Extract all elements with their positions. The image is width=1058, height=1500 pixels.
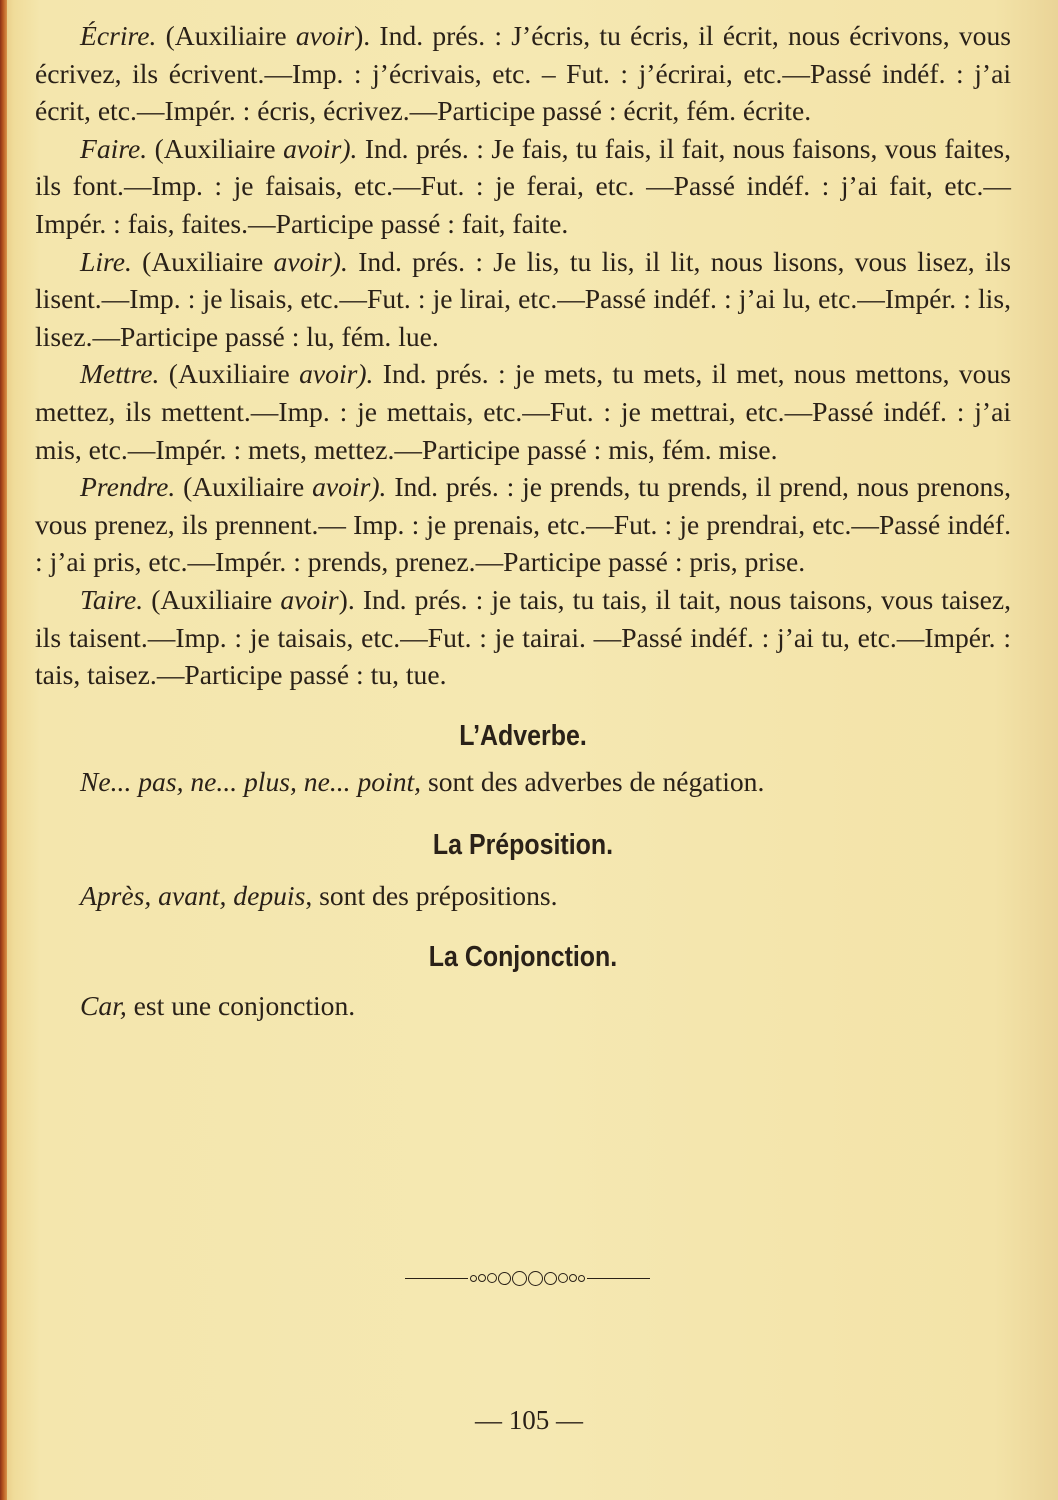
example-preposition: [35, 873, 1011, 919]
ornament-circle-icon: [528, 1271, 543, 1286]
verb-name: Lire.: [80, 245, 132, 277]
heading-adverbe: L’Adverbe.: [459, 719, 587, 752]
book-spine-edge: [0, 0, 7, 1500]
ornament-circle-icon: [470, 1275, 477, 1282]
verb-name: Prendre.: [80, 471, 176, 503]
conjugation-text: Ind. prés. : je mets, tu mets, il met, nous mettons, vous mettez, ils mettent.—Imp. : je mettais, etc.—Fut. : je mettrai, etc.—Passé indéf. : j’ai mis, etc.—Impér. : mets, mettez.—Participe passé : mis, fém. mise.: [35, 358, 1011, 465]
auxiliary-open: (Auxiliaire: [131, 245, 274, 277]
verb-name: Mettre.: [80, 358, 160, 390]
divider-circles: [468, 1271, 587, 1286]
conjugation-mettre: [35, 355, 1011, 468]
conjugation-text: Ind. prés. : Je fais, tu fais, il fait, nous faisons, vous faites, ils font.—Imp. : je faisais, etc.—Fut. : je ferai, etc. —Passé indéf. : j’ai fait, etc.—Impér. : fais, faites.—Participe passé : fait, faite.: [35, 132, 1011, 239]
heading-preposition: La Préposition.: [432, 828, 614, 861]
auxiliary-close: ).: [354, 20, 380, 51]
auxiliary-open: (Auxiliaire: [175, 471, 313, 503]
example-italic: Car,: [80, 989, 127, 1021]
divider-line-left: [405, 1278, 468, 1279]
ornament-circle-icon: [487, 1273, 497, 1283]
conjugation-lire: [35, 243, 1011, 356]
example-text: est une conjonction.: [126, 989, 356, 1021]
conjugation-faire: [35, 130, 1011, 243]
auxiliary-open: (Auxiliaire: [156, 20, 296, 51]
verb-name: Écrire.: [80, 20, 157, 51]
auxiliary-close: ).: [338, 583, 363, 615]
auxiliary-verb: avoir: [280, 583, 339, 615]
ornament-circle-icon: [544, 1272, 557, 1285]
example-text: sont des adverbes de négation.: [421, 765, 765, 797]
auxiliary-close: [348, 246, 358, 277]
conjugation-ecrire: [35, 17, 1011, 130]
conjugation-text: Ind. prés. : Je lis, tu lis, il lit, nous lisons, vous lisez, ils lisent.—Imp. : je lisais, etc.—Fut. : je lirai, etc.—Passé indéf. : j’ai lu, etc.—Impér. : lis, lisez.—Participe passé : lu, fém. lue.: [35, 245, 1011, 352]
conjugation-text: Ind. prés. : je prends, tu prends, il prend, nous prenons, vous prenez, ils prennent.— Imp. : je prenais, etc.—Fut. : je prendrai, etc.—Passé indéf. : j’ai pris, etc.—Impér. : prends, prenez.—Participe passé : pris, prise.: [35, 471, 1011, 578]
auxiliary-verb: avoir).: [299, 358, 374, 390]
conjugation-text: Ind. prés. : je tais, tu tais, il tait, nous taisons, vous taisez, ils taisent.—Imp. : je taisais, etc.—Fut. : je tairai. —Passé indéf. : j’ai tu, etc.—Impér. : tais, taisez.—Participe passé : tu, tue.: [35, 583, 1011, 691]
ornament-circle-icon: [512, 1271, 527, 1286]
heading-conjonction: La Conjonction.: [428, 940, 618, 973]
example-italic: Ne... pas, ne... plus, ne... point,: [80, 765, 422, 797]
auxiliary-verb: avoir: [295, 20, 355, 51]
auxiliary-open: (Auxiliaire: [159, 358, 300, 390]
conjugation-prendre: [35, 468, 1011, 581]
ornament-circle-icon: [578, 1275, 585, 1282]
auxiliary-close: [357, 133, 364, 164]
auxiliary-verb: avoir).: [283, 132, 358, 164]
page-body: [35, 17, 1011, 1029]
auxiliary-verb: avoir).: [312, 471, 387, 503]
ornament-circle-icon: [558, 1273, 568, 1283]
ornament-circle-icon: [498, 1272, 511, 1285]
example-text: , sont des prépositions.: [305, 879, 558, 911]
auxiliary-open: (Auxiliaire: [147, 132, 284, 164]
example-italic: Après, avant, depuis: [80, 879, 306, 911]
ornament-circle-icon: [478, 1274, 486, 1282]
verb-name: Faire.: [80, 132, 148, 164]
verb-name: Taire.: [80, 583, 144, 615]
page-number: — 105 —: [475, 1405, 583, 1435]
section-divider-ornament: [405, 1268, 650, 1288]
auxiliary-close: [373, 358, 382, 389]
example-adverbe: [35, 759, 1011, 805]
divider-line-right: [587, 1278, 650, 1279]
conjugation-taire: [35, 581, 1011, 694]
auxiliary-verb: avoir).: [273, 245, 348, 277]
ornament-circle-icon: [569, 1274, 577, 1282]
conjugation-text: Ind. prés. : J’écris, tu écris, il écrit, nous écrivons, vous écrivez, ils écrivent.—Imp. : j’écrivais, etc. – Fut. : j’écrirai, etc.—Passé indéf. : j’ai écrit, etc.—Impér. : écris, écrivez.—Participe passé : écrit, fém. écrite.: [35, 20, 1011, 127]
auxiliary-open: (Auxiliaire: [143, 583, 281, 615]
example-conjonction: [35, 983, 1011, 1029]
